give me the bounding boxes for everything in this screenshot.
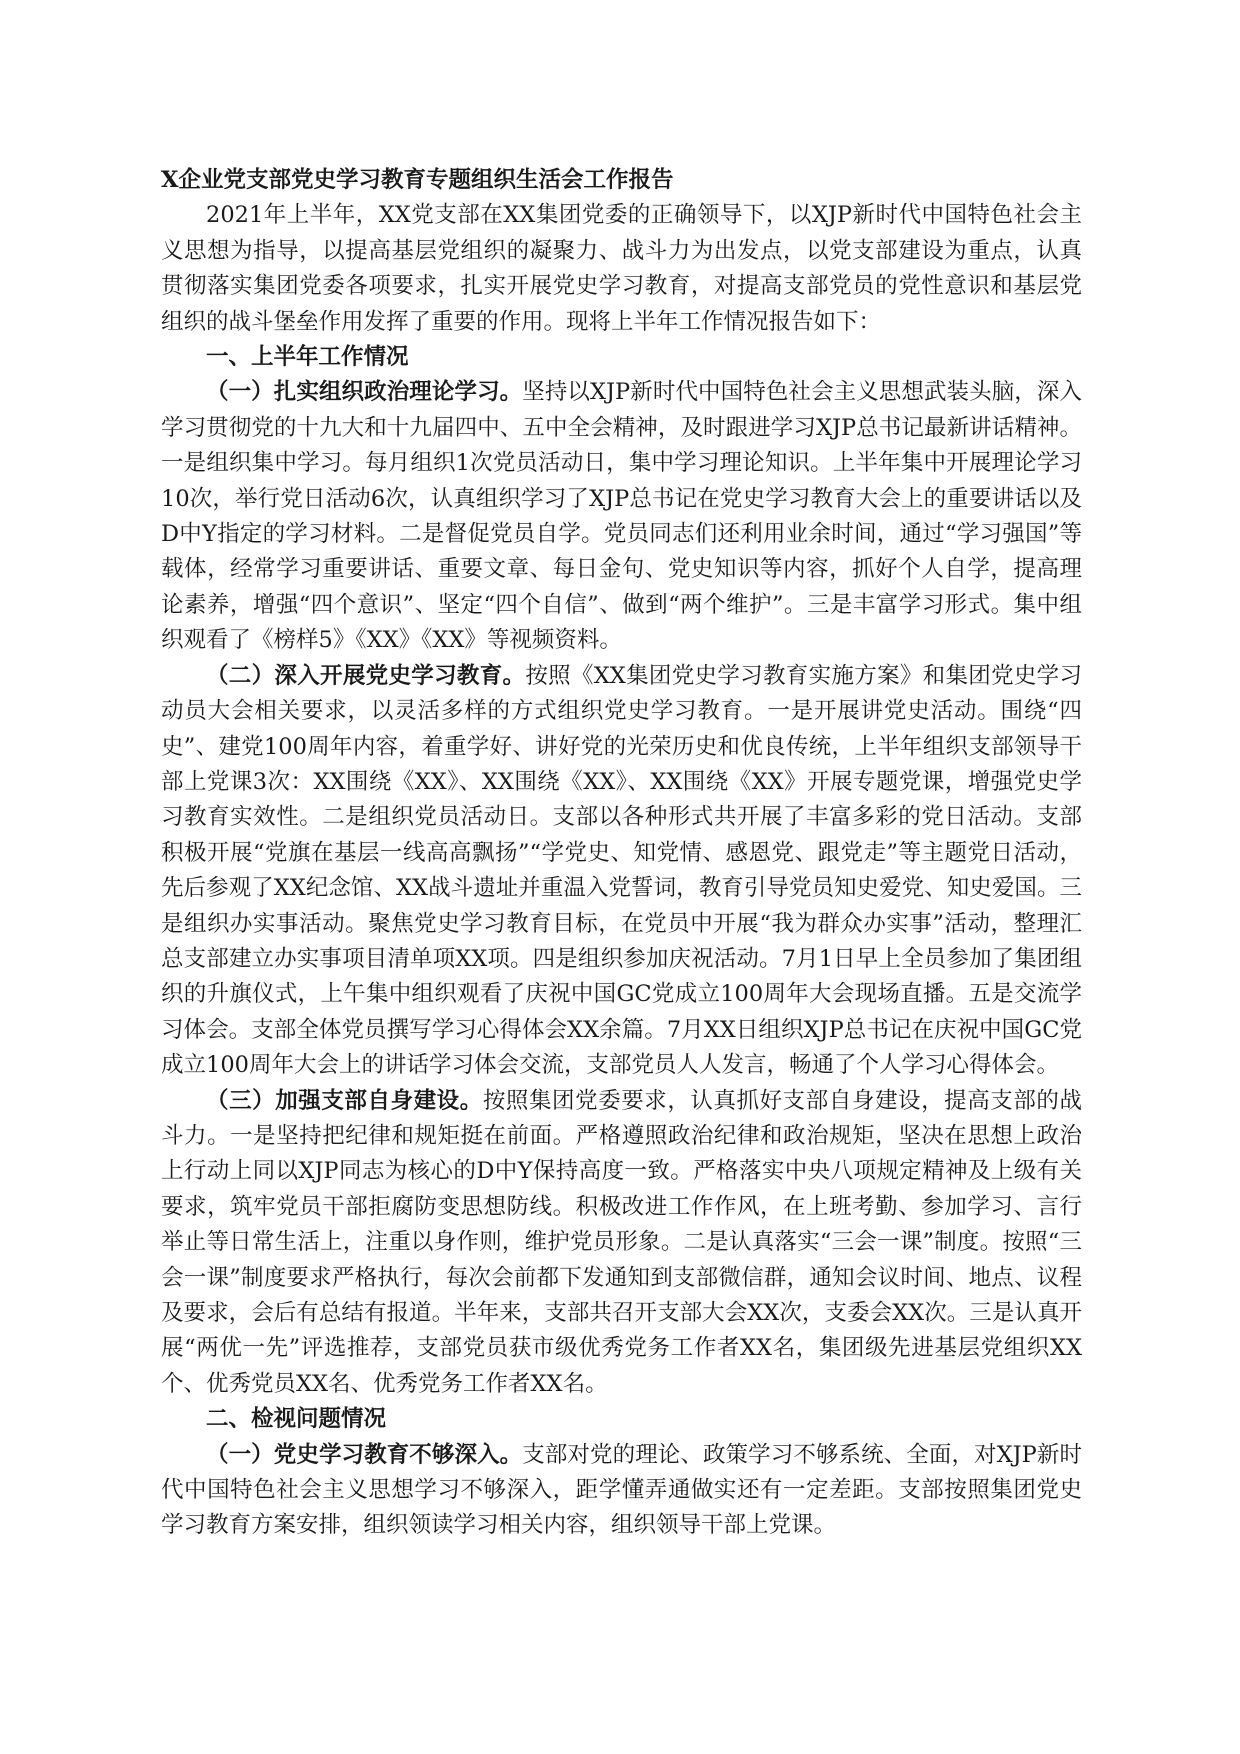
section-heading-work-status: 一、上半年工作情况 [206, 344, 409, 371]
paragraph-history-education-insufficient [161, 1438, 1082, 1544]
intro-paragraph: 2021年上半年，XX党支部在XX集团党委的正确领导下，以XJP新时代中国特色社会主义思想为指导，以提高基层党组织的凝聚力、战斗力为出发点，以党支部建设为重点，认真贯彻落实集团党委各项要求，扎实开展党史学习教育，对提高支部党员的党性意识和基层党组织的战斗堡垒作用发挥了重要的作用。现将上半年工作情况报告如下： [161, 202, 1082, 335]
document-title: X企业党支部党史学习教育专题组织生活会工作报告 [161, 167, 674, 193]
paragraph-lead: （三）加强支部自身建设。 [206, 1087, 483, 1114]
paragraph-lead: （一）扎实组织政治理论学习。 [206, 379, 523, 406]
paragraph-body: 按照《XX集团党史学习教育实施方案》和集团党史学习动员大会相关要求，以灵活多样的方式组织党史学习教育。一是开展讲党史活动。围绕“四史”、建党100周年内容，着重学好、讲好党的光荣历史和优良传统，上半年组织支部领导干部上党课3次：XX围绕《XX》、XX围绕《XX》、XX围绕《XX》开展专题党课，增强党史学习教育实效性。二是组织党员活动日。支部以各种形式共开展了丰富多彩的党日活动。支部积极开展“党旗在基层一线高高飘扬”“学党史、知党情、感恩党、跟党走”等主题党日活动，先后参观了XX纪念馆、XX战斗遗址并重温入党誓词，教育引导党员知史爱党、知史爱国。三是组织办实事活动。聚焦党史学习教育目标，在党员中开展“我为群众办实事”活动，整理汇总支部建立办实事项目清单项XX项。四是组织参加庆祝活动。7月1日早上全员参加了集团组织的升旗仪式，上午集中组织观看了庆祝中国GC党成立100周年大会现场直播。五是交流学习体会。支部全体党员撰写学习心得体会XX余篇。7月XX日组织XJP总书记在庆祝中国GC党成立100周年大会上的讲话学习体会交流，支部党员人人发言，畅通了个人学习心得体会。 [161, 662, 1082, 1079]
paragraph-lead: （二）深入开展党史学习教育。 [206, 662, 526, 689]
paragraph-body: 坚持以XJP新时代中国特色社会主义思想武装头脑，深入学习贯彻党的十九大和十九届四中、五中全会精神，及时跟进学习XJP总书记最新讲话精神。一是组织集中学习。每月组织1次党员活动日，集中学习理论知识。上半年集中开展理论学习10次，举行党日活动6次，认真组织学习了XJP总书记在党史学习教育大会上的重要讲话以及D中Y指定的学习材料。二是督促党员自学。党员同志们还利用业余时间，通过“学习强国”等载体，经常学习重要讲话、重要文章、每日金句、党史知识等内容，抓好个人自学，提高理论素养，增强“四个意识”、坚定“四个自信”、做到“两个维护”。三是丰富学习形式。集中组织观看了《榜样5》《XX》《XX》等视频资料。 [161, 379, 1082, 654]
paragraph-party-history-education [161, 659, 1082, 1084]
paragraph-body: 支部对党的理论、政策学习不够系统、全面，对XJP新时代中国特色社会主义思想学习不够深入，距学懂弄通做实还有一定差距。支部按照集团党史学习教育方案安排，组织领读学习相关内容，组织领导干部上党课。 [161, 1441, 1082, 1539]
paragraph-lead: （一）党史学习教育不够深入。 [206, 1441, 523, 1468]
paragraph-political-study [161, 375, 1082, 658]
document-body [161, 163, 1082, 1544]
paragraph-body: 按照集团党委要求，认真抓好支部自身建设，提高支部的战斗力。一是坚持把纪律和规矩挺在前面。严格遵照政治纪律和政治规矩，坚决在思想上政治上行动上同以XJP同志为核心的D中Y保持高度一致。严格落实中央八项规定精神及上级有关要求，筑牢党员干部拒腐防变思想防线。积极改进工作作风，在上班考勤、参加学习、言行举止等日常生活上，注重以身作则，维护党员形象。二是认真落实“三会一课”制度。按照“三会一课”制度要求严格执行，每次会前都下发通知到支部微信群，通知会议时间、地点、议程及要求，会后有总结有报道。半年来，支部共召开支部大会XX次，支委会XX次。三是认真开展“两优一先”评选推荐，支部党员获市级优秀党务工作者XX名，集团级先进基层党组织XX个、优秀党员XX名、优秀党务工作者XX名。 [161, 1087, 1082, 1397]
section-heading-problems: 二、检视问题情况 [206, 1406, 387, 1433]
paragraph-branch-building [161, 1084, 1082, 1403]
